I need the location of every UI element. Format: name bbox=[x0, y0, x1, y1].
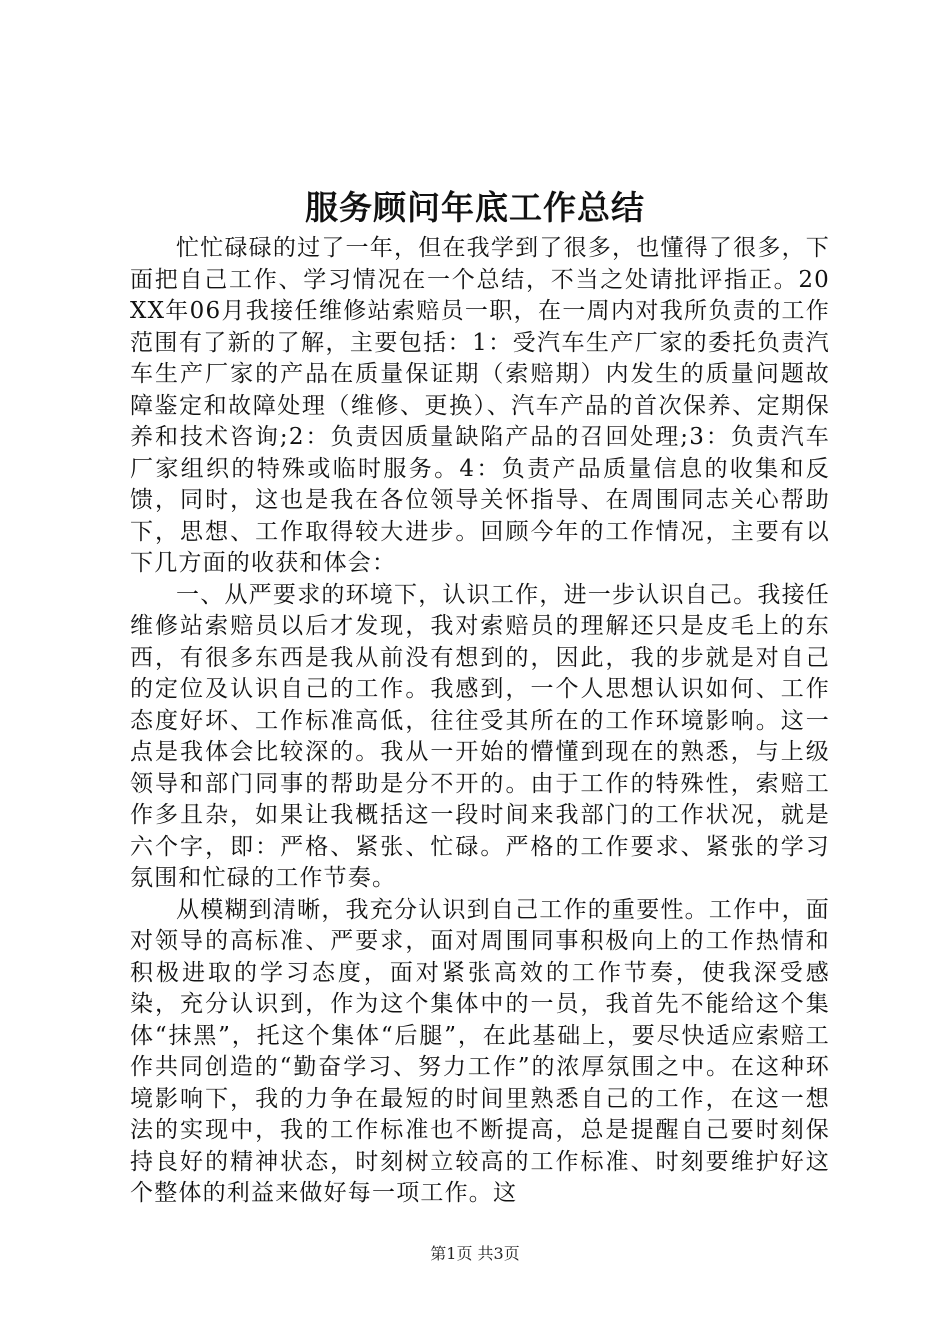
document-body bbox=[130, 233, 830, 1210]
document-title: 服务顾问年底工作总结 bbox=[305, 188, 645, 227]
paragraph: 从模糊到清晰，我充分认识到自己工作的重要性。工作中，面对领导的高标准、严要求，面对周围同事积极向上的工作热情和积极进取的学习态度，面对紧张高效的工作节奏，使我深受感染，充分认识到，作为这个集体中的一员，我首先不能给这个集体“抹黑”，托这个集体“后腿”，在此基础上，要尽快适应索赔工作共同创造的“勤奋学习、努力工作”的浓厚氛围之中。在这种环境影响下，我的力争在最短的时间里熟悉自己的工作，在这一想法的实现中，我的工作标准也不断提高，总是提醒自己要时刻保持良好的精神状态，时刻树立较高的工作标准、时刻要维护好这个整体的利益来做好每一项工作。这 bbox=[130, 896, 830, 1206]
paragraph: 一、从严要求的环境下，认识工作，进一步认识自己。我接任维修站索赔员以后才发现，我对索赔员的理解还只是皮毛上的东西，有很多东西是我从前没有想到的，因此，我的步就是对自己的定位及认识自己的工作。我感到，一个人思想认识如何、工作态度好坏、工作标准高低，往往受其所在的工作环境影响。这一点是我体会比较深的。我从一开始的懵懂到现在的熟悉，与上级领导和部门同事的帮助是分不开的。由于工作的特殊性，索赔工作多且杂，如果让我概括这一段时间来我部门的工作状况，就是六个字，即：严格、紧张、忙碌。严格的工作要求、紧张的学习氛围和忙碌的工作节奏。 bbox=[130, 581, 830, 891]
page-footer: 第1页 共3页 bbox=[430, 1244, 520, 1263]
paragraph: 忙忙碌碌的过了一年，但在我学到了很多，也懂得了很多，下面把自己工作、学习情况在一个总结，不当之处请批评指正。20XX年06月我接任维修站索赔员一职，在一周内对我所负责的工作范围有了新的了解，主要包括：1：受汽车生产厂家的委托负责汽车生产厂家的产品在质量保证期（索赔期）内发生的质量问题故障鉴定和故障处理（维修、更换）、汽车产品的首次保养、定期保养和技术咨询;2：负责因质量缺陷产品的召回处理;3：负责汽车厂家组织的特殊或临时服务。4：负责产品质量信息的收集和反馈，同时，这也是我在各位领导关怀指导、在周围同志关心帮助下，思想、工作取得较大进步。回顾今年的工作情况，主要有以下几方面的收获和体会： bbox=[130, 235, 830, 576]
